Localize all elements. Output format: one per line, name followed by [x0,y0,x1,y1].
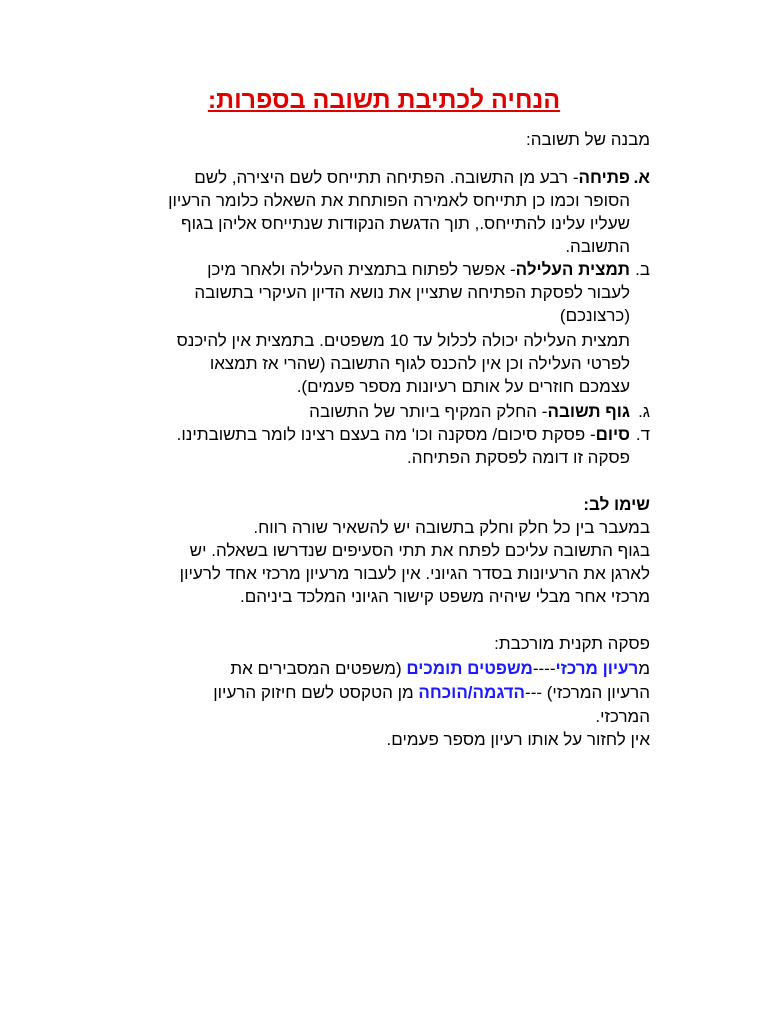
item-c-marker: ג. [638,402,650,421]
paragraph-line-3: המרכזי. [595,707,650,726]
note-line-3: לארגן את הרעיונות בסדר הגיוני. אין לעבור מרעיון מרכזי אחד לרעיון [179,564,650,583]
note-line-4: מרכזי אחר מבלי שיהיה משפט קישור הגיוני המלכד ביניהם. [239,587,650,606]
item-a-marker: א. [633,168,650,187]
item-b-line-1: תמצית העלילה- אפשר לפתוח בתמצית העלילה ולאחר מיכן [207,260,630,279]
item-b-line-6: עצמכם חוזרים על אותם רעיונות מספר פעמים). [296,377,630,396]
item-a-line-2: הסופר וכמו כן תתייחס לאמירה הפותחת את השאלה כלומר הרעיון [168,191,630,210]
main-idea-term: רעיון מרכזי [555,659,639,678]
page-title: הנחיה לכתיבת תשובה בספרות: [207,86,561,114]
item-a-label: פתיחה [578,168,630,187]
item-d-line-1: סיום- פסקת סיכום/ מסקנה וכו' מה בעצם רצינו לומר בתשובתינו. [176,425,630,444]
item-a-line-1: פתיחה- רבע מן התשובה. הפתיחה תתייחס לשם היצירה, לשם [194,168,630,187]
paragraph-line-2: הרעיון המרכזי) ---הדגמה/הוכחה מן הטקסט לשם חיזוק הרעיון [213,683,650,702]
structure-heading: מבנה של תשובה: [526,130,650,149]
item-d-marker: ד. [635,425,650,444]
item-b-line-3: (כרצונכם) [559,306,630,325]
supporting-sentences-term: משפטים תומכים [406,659,533,678]
item-c-label: גוף תשובה [547,402,630,421]
paragraph-heading: פסקה תקנית מורכבת: [494,634,650,653]
note-line-2: בגוף התשובה עליכם לפתח את תתי הסעיפים שנדרשו בשאלה. יש [189,541,650,560]
item-d-line-2: פסקה זו דומה לפסקת הפתיחה. [406,448,630,467]
item-b-line-2: לעבור לפסקת הפתיחה שתציין את נושא הדיון העיקרי בתשובה [194,283,630,302]
note-line-1: במעבר בין כל חלק וחלק בתשובה יש להשאיר שורה רווח. [253,518,650,537]
paragraph-line-1: מרעיון מרכזי----משפטים תומכים (משפטים המסבירים את [230,659,650,678]
note-heading: שימו לב: [583,495,650,514]
item-b-line-5: לפרטי העלילה וכן אין להכנס לגוף התשובה (שהרי אז תמצאו [209,354,630,373]
paragraph-line-4: אין לחזור על אותו רעיון מספר פעמים. [386,730,650,749]
demonstration-term: הדגמה/הוכחה [418,683,526,702]
item-b-line-4: תמצית העלילה יכולה לכלול עד 10 משפטים. בתמצית אין להיכנס [176,331,630,350]
item-d-label: סיום [595,425,630,444]
item-b-marker: ב. [635,260,650,279]
item-a-line-3: שעליו עלינו להתייחס., תוך הדגשת הנקודות שנתייחס אליהן בגוף [181,214,630,233]
item-b-label: תמצית העלילה [515,260,630,279]
item-a-line-4: התשובה. [565,237,630,256]
item-c-line-1: גוף תשובה- החלק המקיף ביותר של התשובה [309,402,630,421]
